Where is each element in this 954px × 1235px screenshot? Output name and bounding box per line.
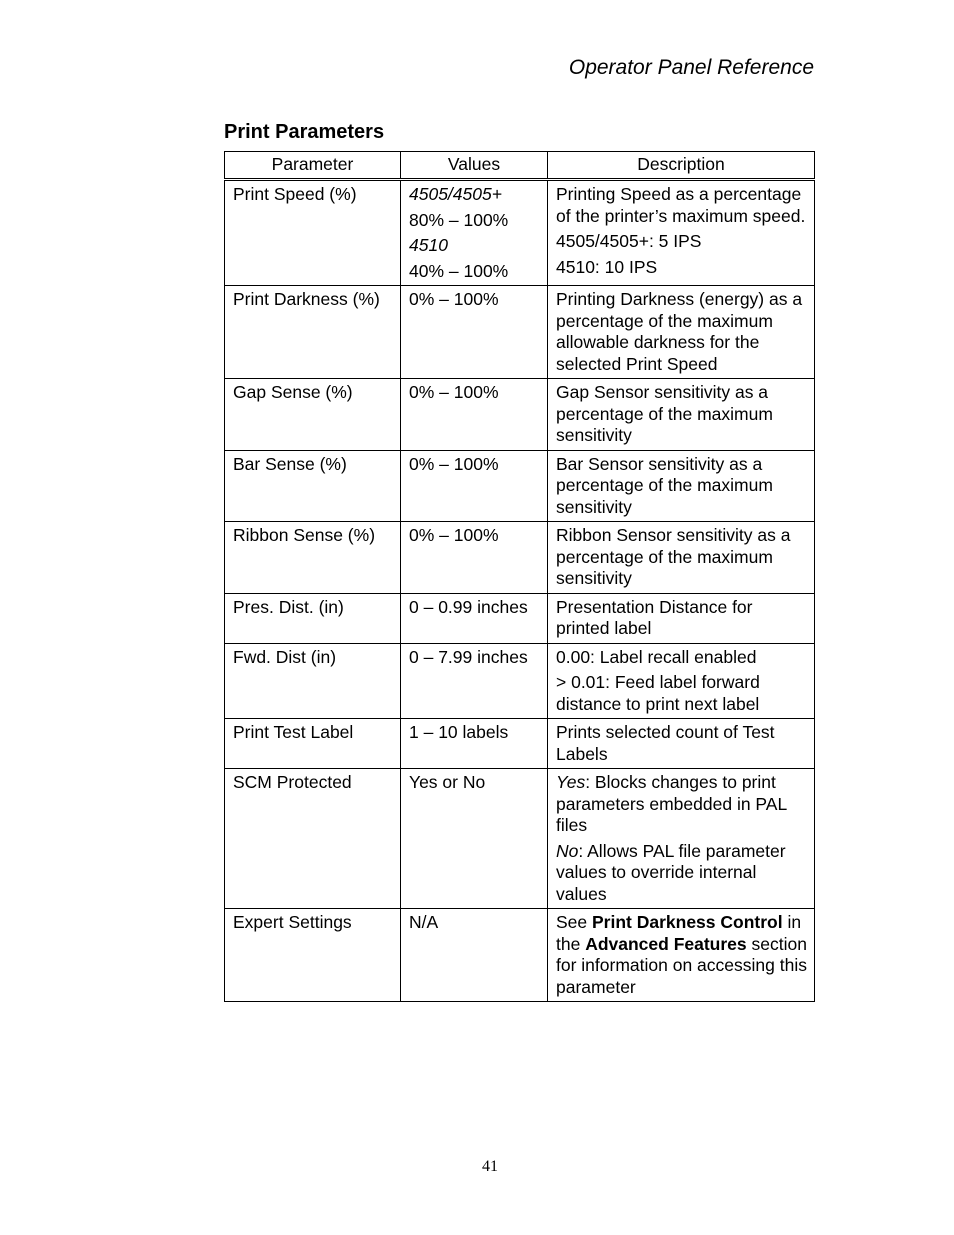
value-range: 80% – 100% bbox=[409, 209, 509, 230]
description-cell bbox=[548, 180, 815, 286]
option-yes-label: Yes bbox=[556, 772, 586, 792]
table-header-row bbox=[225, 152, 815, 180]
description-cell bbox=[548, 643, 815, 719]
values-cell: 0% – 100% bbox=[401, 286, 548, 379]
value-model-label: 4510 bbox=[409, 235, 448, 255]
parameter-cell: Bar Sense (%) bbox=[225, 450, 401, 522]
description-text: section for information on accessing this parameter bbox=[556, 933, 807, 997]
description-cell bbox=[548, 909, 815, 1002]
parameter-cell: Print Speed (%) bbox=[225, 180, 401, 286]
description-cell bbox=[548, 769, 815, 909]
values-cell: 0 – 0.99 inches bbox=[401, 593, 548, 643]
description-text: > 0.01: Feed label forward distance to print next label bbox=[556, 672, 760, 714]
description-text bbox=[556, 772, 810, 837]
description-text: in the bbox=[556, 912, 802, 954]
parameter-cell: Ribbon Sense (%) bbox=[225, 522, 401, 594]
option-no-text: : Allows PAL file parameter values to override internal values bbox=[556, 840, 786, 904]
values-cell: 0% – 100% bbox=[401, 450, 548, 522]
column-header-values: Values bbox=[401, 152, 548, 180]
cross-reference-bold: Print Darkness Control bbox=[592, 912, 783, 932]
description-cell: Printing Darkness (energy) as a percentage of the maximum allowable darkness for the selected Print Speed bbox=[548, 286, 815, 379]
parameter-cell: SCM Protected bbox=[225, 769, 401, 909]
description-cell: Prints selected count of Test Labels bbox=[548, 719, 815, 769]
description-cell: Gap Sensor sensitivity as a percentage of the maximum sensitivity bbox=[548, 379, 815, 451]
values-cell: Yes or No bbox=[401, 769, 548, 909]
description-text bbox=[556, 841, 810, 906]
table-row bbox=[225, 643, 815, 719]
page-header-title: Operator Panel Reference bbox=[568, 56, 814, 79]
values-cell: 0% – 100% bbox=[401, 379, 548, 451]
description-text: See bbox=[556, 912, 592, 932]
table-row bbox=[225, 769, 815, 909]
column-header-description: Description bbox=[548, 152, 815, 180]
description-cell: Bar Sensor sensitivity as a percentage of the maximum sensitivity bbox=[548, 450, 815, 522]
description-text: Printing Speed as a percentage of the printer’s maximum speed. bbox=[556, 184, 806, 226]
description-cell: Ribbon Sensor sensitivity as a percentage of the maximum sensitivity bbox=[548, 522, 815, 594]
table-row bbox=[225, 379, 815, 451]
value-model-label: 4505/4505+ bbox=[409, 184, 502, 204]
parameter-cell: Gap Sense (%) bbox=[225, 379, 401, 451]
parameter-cell: Print Test Label bbox=[225, 719, 401, 769]
values-cell: 0 – 7.99 inches bbox=[401, 643, 548, 719]
parameter-cell: Fwd. Dist (in) bbox=[225, 643, 401, 719]
description-text: 4510: 10 IPS bbox=[556, 256, 658, 277]
value-range: 40% – 100% bbox=[409, 260, 509, 281]
values-cell: 0% – 100% bbox=[401, 522, 548, 594]
print-parameters-table bbox=[224, 151, 815, 1002]
table-row bbox=[225, 286, 815, 379]
table-row bbox=[225, 180, 815, 286]
page-number: 41 bbox=[482, 1158, 498, 1175]
description-cell: Presentation Distance for printed label bbox=[548, 593, 815, 643]
description-text: 0.00: Label recall enabled bbox=[556, 646, 757, 667]
column-header-parameter: Parameter bbox=[225, 152, 401, 180]
cross-reference-bold: Advanced Features bbox=[585, 933, 747, 954]
values-cell: N/A bbox=[401, 909, 548, 1002]
section-title: Print Parameters bbox=[224, 121, 385, 143]
parameter-cell: Pres. Dist. (in) bbox=[225, 593, 401, 643]
table-row bbox=[225, 593, 815, 643]
table-row bbox=[225, 909, 815, 1002]
description-text: 4505/4505+: 5 IPS bbox=[556, 231, 702, 251]
parameter-cell: Expert Settings bbox=[225, 909, 401, 1002]
parameter-cell: Print Darkness (%) bbox=[225, 286, 401, 379]
values-cell bbox=[401, 180, 548, 286]
table-row bbox=[225, 719, 815, 769]
values-cell: 1 – 10 labels bbox=[401, 719, 548, 769]
option-yes-text: : Blocks changes to print parameters embedded in PAL files bbox=[556, 772, 787, 835]
table-row bbox=[225, 450, 815, 522]
option-no-label: No bbox=[556, 840, 579, 861]
table-row bbox=[225, 522, 815, 594]
